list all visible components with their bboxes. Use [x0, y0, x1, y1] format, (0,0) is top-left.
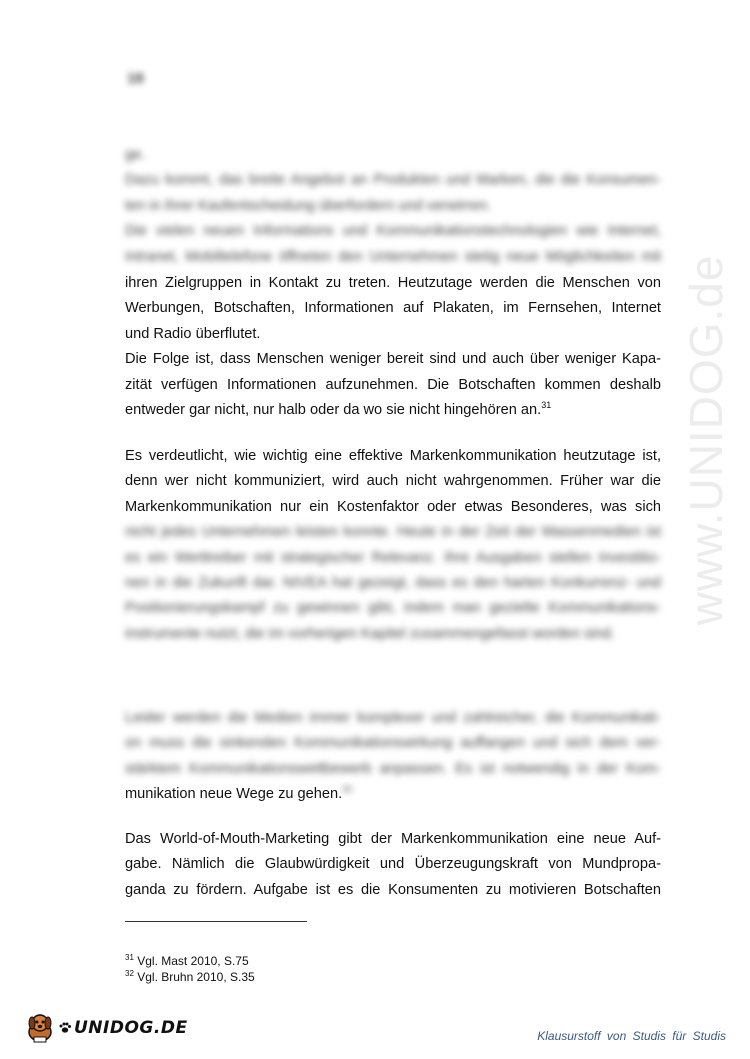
footnotes	[125, 953, 255, 985]
logo-text: UNIDOG.DE	[74, 1018, 188, 1038]
text-line: es ein Werttreiber mit strategischer Relevanz. Ihre Ausgaben stellen Investitio-	[125, 549, 661, 566]
text-line: Dazu kommt, das breite Angebot an Produkten und Marken, die die Konsumen-	[125, 172, 661, 189]
text-line: zität verfügen Informationen aufzunehmen. Die Botschaften kommen deshalb	[125, 376, 661, 393]
footer-tagline: Klausurstoff von Studis für Studis	[537, 1029, 726, 1043]
blurred-top-text	[125, 143, 661, 270]
footnote-item	[125, 953, 255, 969]
text-line: instrumente nutzt, die im vorherigen Kapitel zusammengefasst worden sind.	[125, 625, 615, 642]
text-line: nicht jedes Unternehmen leisten konnte. Heute in der Zeit der Massenmedien ist	[125, 524, 661, 541]
footnote-ref: 31	[541, 399, 552, 410]
text-line: stärktem Kommunikationswettbewerb anpassen. Es ist notwendig in der Kom-	[125, 760, 661, 777]
text-line: Es verdeutlicht, wie wichtig eine effektive Markenkommunikation heutzutage ist,	[125, 448, 661, 464]
text-line: gabe. Nämlich die Glaubwürdigkeit und Überzeugungskraft von Mundpropa-	[125, 856, 661, 873]
footnote-number: 31	[125, 953, 134, 962]
unidog-logo	[22, 1010, 188, 1046]
footnote-ref: 32	[342, 784, 353, 795]
text-line	[125, 398, 661, 423]
text-line: Markenkommunikation nur ein Kostenfaktor oder etwas Besonderes, was sich	[125, 498, 661, 515]
footnote-text: Vgl. Bruhn 2010, S.35	[137, 970, 255, 984]
text-line: Das World-of-Mouth-Marketing gibt der Markenkommunikation eine neue Auf-	[125, 831, 661, 847]
dog-mascot-icon	[22, 1010, 58, 1046]
text-line: nen in die Zukunft dar. NIVEA hat gezeigt, dass es den harten Konkurrenz- und	[125, 574, 661, 591]
footnote-item	[125, 969, 255, 985]
footnote-number: 32	[125, 969, 134, 978]
text-line: Werbungen, Botschaften, Informationen auf Plakaten, im Fernsehen, Internet	[125, 300, 661, 317]
text-line: Intranet, Mobiltelefone öffneten den Unternehmen stetig neue Möglichkeiten mit	[125, 248, 661, 265]
text-line: on muss die sinkenden Kommunikationswirkung auffangen und sich dem ver-	[125, 735, 661, 752]
text-line: Leider werden die Medien immer komplexer und zahlreicher, die Kommunikati-	[125, 710, 661, 726]
text-line: ge.	[125, 147, 146, 163]
text-line: denn wer nicht kommuniziert, wird auch nicht wahrgenommen. Früher war die	[125, 473, 661, 490]
footnote-text: Vgl. Mast 2010, S.75	[137, 954, 249, 968]
text-line: Die Folge ist, dass Menschen weniger bereit sind und auch über weniger Kapa-	[125, 351, 661, 368]
footnote-divider	[125, 921, 307, 922]
text-line-content: munikation neue Wege zu gehen.	[125, 786, 343, 803]
page-number: 18	[127, 70, 144, 87]
paragraph-4	[125, 827, 661, 903]
text-line	[125, 782, 661, 807]
text-line: ihren Zielgruppen in Kontakt zu treten. Heutzutage werden die Menschen von	[125, 275, 661, 291]
paw-icon	[58, 1021, 72, 1035]
text-line: ganda zu fördern. Aufgabe ist es die Konsumenten zu motivieren Botschaften	[125, 881, 661, 898]
watermark-text: www.UNIDOG.de	[680, 254, 732, 626]
text-line: ten in ihrer Kaufentscheidung überfordern und verwirren.	[125, 197, 491, 214]
paragraph-1	[125, 271, 661, 423]
text-line: Positionierungskampf zu gewinnen gibt, indem man gezielte Kommunikations-	[125, 600, 661, 617]
paragraph-2	[125, 444, 661, 647]
paragraph-3	[125, 706, 661, 808]
text-line-content: entweder gar nicht, nur halb oder da wo sie nicht hingehören an.	[125, 401, 542, 418]
text-line: und Radio überflutet.	[125, 325, 261, 342]
text-line: Die vielen neuen Informations und Kommunikationstechnologien wie Internet,	[125, 223, 661, 240]
